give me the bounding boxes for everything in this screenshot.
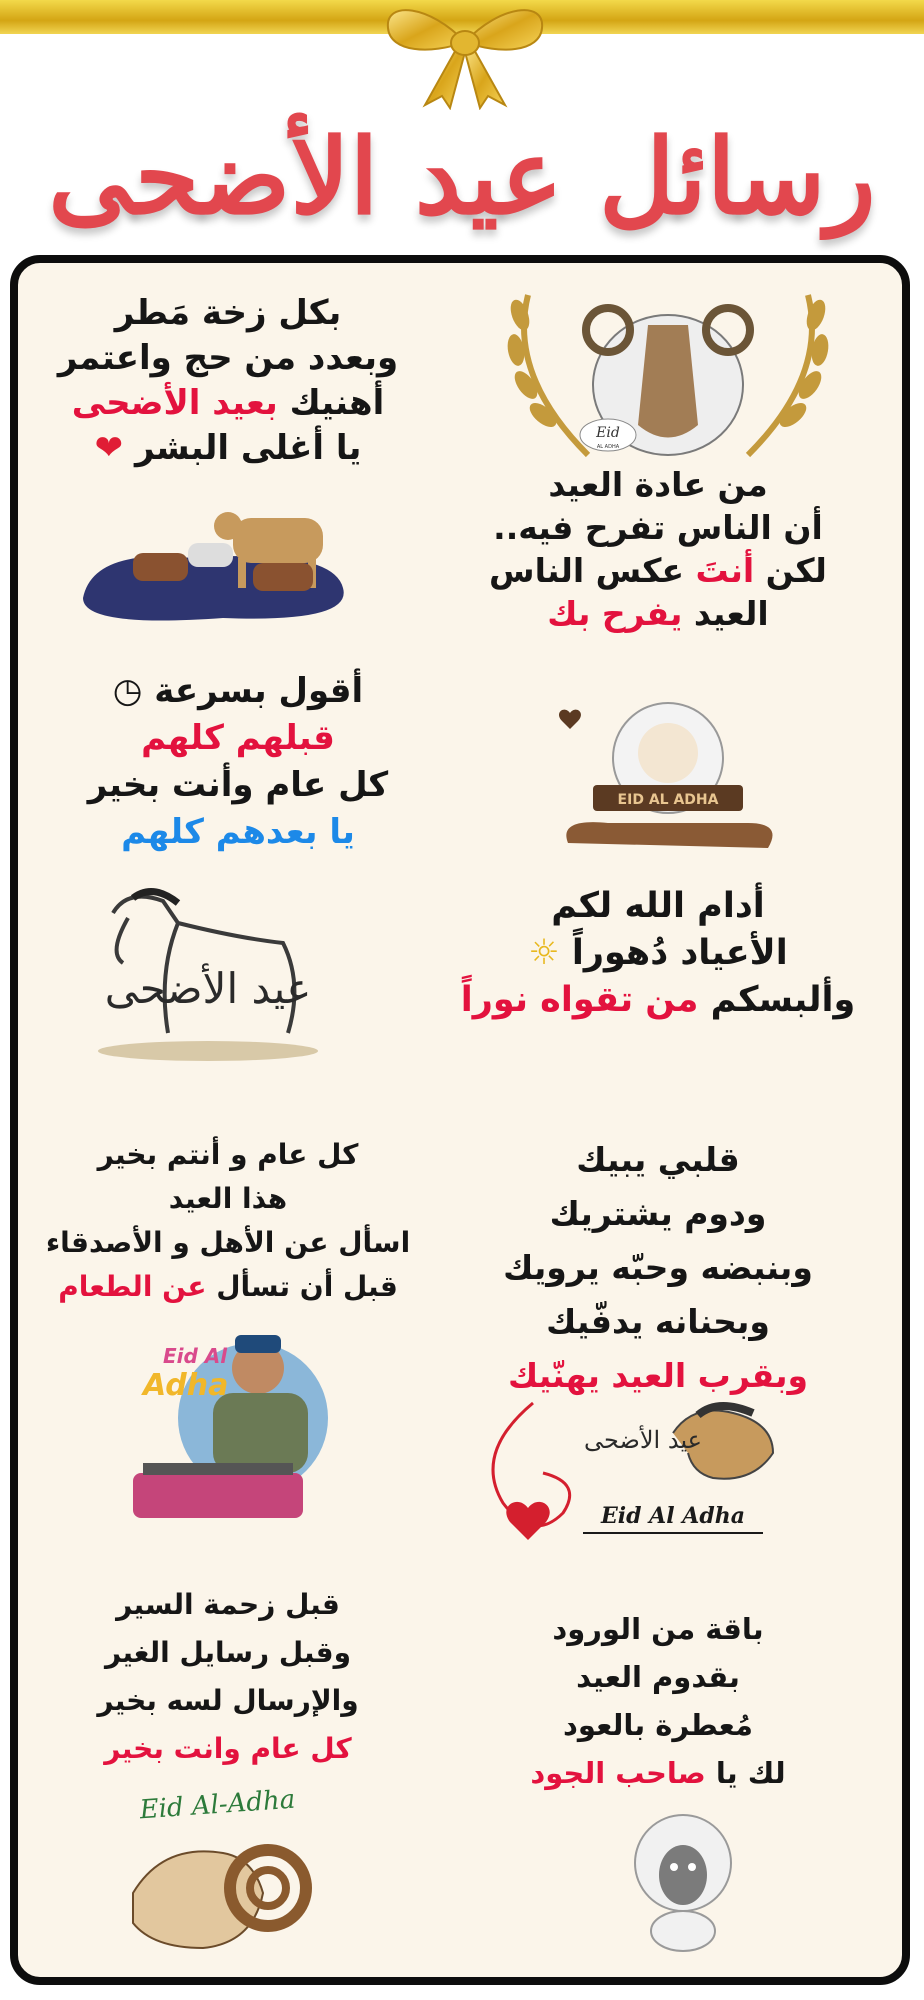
message-line: ودوم يشتريك xyxy=(549,1194,767,1233)
message-line: كل عام وانت بخير xyxy=(104,1732,352,1765)
message-line: مُعطرة بالعود xyxy=(563,1708,753,1742)
goat-icon xyxy=(88,883,318,1063)
message-5 xyxy=(38,1133,418,1309)
message-line: يا بعدهم كلهم xyxy=(121,812,355,852)
message-line: كل عام وأنت بخير xyxy=(87,765,389,805)
message-6 xyxy=(438,1133,878,1403)
page-title: رسائل عيد الأضحى xyxy=(48,115,876,238)
grill-icon xyxy=(123,1323,353,1533)
eid-badge-subtext: AL ADHA xyxy=(596,444,620,450)
message-line: كل عام و أنتم بخير xyxy=(97,1138,359,1171)
message-line: لكن أنتَ عكس الناس xyxy=(489,551,827,590)
eid-al-adha-script: Eid Al-Adha xyxy=(138,1784,297,1826)
banner-text: EID AL ADHA xyxy=(617,792,719,808)
message-8 xyxy=(458,1605,858,1797)
message-line: قبل أن تسأل عن الطعام xyxy=(58,1270,398,1303)
message-line: من عادة العيد xyxy=(548,465,768,504)
message-line: العيد يفرح بك xyxy=(547,594,769,633)
message-4 xyxy=(438,883,878,1024)
message-line: أن الناس تفرح فيه.. xyxy=(493,508,823,547)
message-line: الأعياد دُهوراً ☼ xyxy=(528,933,788,973)
lightbulb-icon: ☼ xyxy=(528,933,560,973)
message-line: قبل زحمة السير xyxy=(116,1588,340,1621)
message-line: وقبل رسايل الغير xyxy=(104,1636,352,1669)
cattle-icon xyxy=(73,488,373,628)
message-line: باقة من الورود xyxy=(552,1612,764,1646)
heart-icon: ❤ xyxy=(94,428,124,468)
messages-card xyxy=(10,255,910,1985)
message-line: أدام الله لكم xyxy=(551,886,765,926)
message-line: قلبي يبيك xyxy=(576,1140,740,1179)
message-line: وبحنانه يدفّيك xyxy=(546,1302,770,1341)
sheep-icon xyxy=(548,693,788,873)
message-7 xyxy=(58,1581,398,1773)
message-1 xyxy=(438,463,878,635)
bbq-text-1: Eid Al xyxy=(163,1344,228,1368)
message-line: وألبسكم من تقواه نوراً xyxy=(460,980,856,1020)
message-2 xyxy=(38,291,418,471)
bbq-text-2: Adha xyxy=(143,1368,229,1403)
message-3 xyxy=(48,668,428,856)
ribbon-bow-icon xyxy=(370,0,560,110)
message-line: يا أغلى البشر ❤ xyxy=(94,428,362,468)
message-line: أهنيك بعيد الأضحى xyxy=(71,383,385,423)
heart-goat-icon xyxy=(473,1393,813,1553)
clock-icon: ◷ xyxy=(112,671,143,711)
eid-al-adha-sign: Eid Al Adha xyxy=(601,1503,745,1529)
message-line: هذا العيد xyxy=(168,1182,288,1215)
message-line: وبقرب العيد يهنّيك xyxy=(507,1356,809,1395)
message-line: وبعدد من حج واعتمر xyxy=(57,338,399,378)
calligraphy-text: عيد الأضحى xyxy=(104,964,312,1013)
ram-head-icon xyxy=(103,1773,333,1963)
message-line: أقول بسرعة ◷ xyxy=(112,671,364,711)
eid-badge-text: Eid xyxy=(596,425,620,441)
message-line: بكل زخة مَطر xyxy=(114,293,342,333)
message-line: قبلهم كلهم xyxy=(141,718,335,758)
message-line: بقدوم العيد xyxy=(576,1660,740,1694)
message-line: لك يا صاحب الجود xyxy=(530,1756,786,1790)
message-line: وبنبضه وحبّه يرويك xyxy=(503,1248,813,1287)
message-line: والإرسال لسه بخير xyxy=(97,1684,359,1717)
message-line: اسأل عن الأهل و الأصدقاء xyxy=(45,1226,411,1259)
ram-icon xyxy=(498,285,838,475)
sheep-face-icon xyxy=(618,1803,748,1958)
calligraphy-small: عيد الأضحى xyxy=(583,1426,703,1454)
